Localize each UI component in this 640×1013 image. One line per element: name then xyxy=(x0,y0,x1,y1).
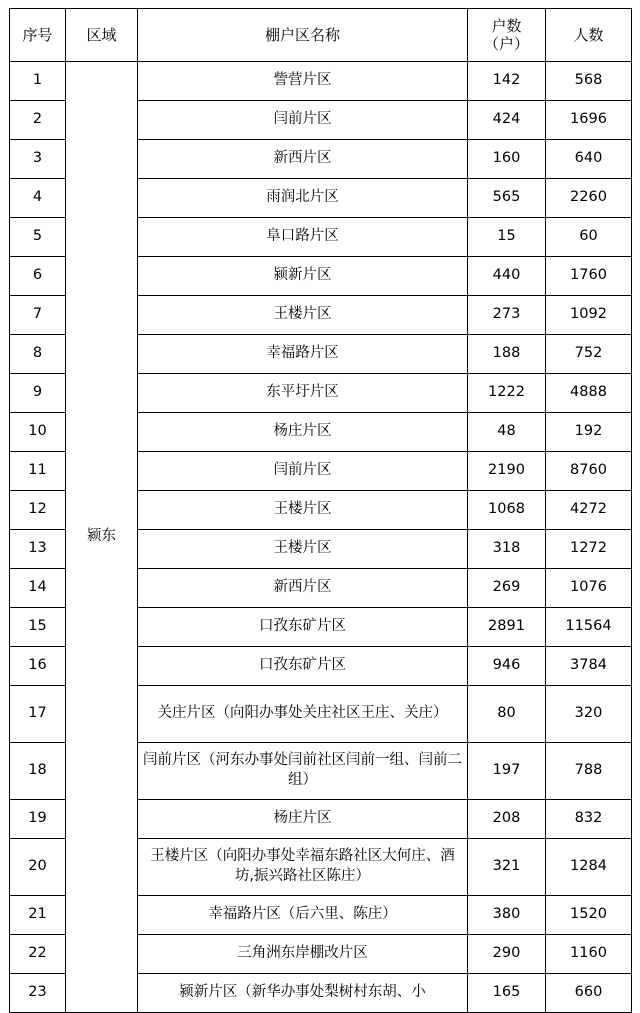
cell-households: 380 xyxy=(468,896,546,935)
cell-households: 188 xyxy=(468,335,546,374)
cell-index: 9 xyxy=(10,374,66,413)
cell-index: 19 xyxy=(10,800,66,839)
cell-name: 三角洲东岸棚改片区 xyxy=(138,935,468,974)
cell-households: 946 xyxy=(468,647,546,686)
cell-population: 4272 xyxy=(546,491,632,530)
cell-population: 568 xyxy=(546,62,632,101)
cell-area: 颍东 xyxy=(66,62,138,1013)
cell-households: 269 xyxy=(468,569,546,608)
cell-name: 闫前片区 xyxy=(138,101,468,140)
header-households-line1: 户数 xyxy=(491,17,522,35)
cell-name: 杨庄片区 xyxy=(138,800,468,839)
cell-index: 14 xyxy=(10,569,66,608)
cell-name: 颍新片区 xyxy=(138,257,468,296)
header-population: 人数 xyxy=(546,9,632,62)
cell-name: 王楼片区 xyxy=(138,530,468,569)
cell-index: 11 xyxy=(10,452,66,491)
shantytown-table xyxy=(9,8,632,1013)
cell-population: 192 xyxy=(546,413,632,452)
cell-index: 16 xyxy=(10,647,66,686)
table-header xyxy=(10,9,632,62)
cell-households: 197 xyxy=(468,743,546,800)
header-index: 序号 xyxy=(10,9,66,62)
cell-index: 20 xyxy=(10,839,66,896)
cell-households: 2190 xyxy=(468,452,546,491)
cell-name: 关庄片区（向阳办事处关庄社区王庄、关庄） xyxy=(138,686,468,743)
cell-households: 273 xyxy=(468,296,546,335)
cell-name: 幸福路片区 xyxy=(138,335,468,374)
cell-index: 8 xyxy=(10,335,66,374)
header-name: 棚户区名称 xyxy=(138,9,468,62)
table-header-row xyxy=(10,9,632,62)
cell-index: 22 xyxy=(10,935,66,974)
cell-population: 11564 xyxy=(546,608,632,647)
cell-name: 口孜东矿片区 xyxy=(138,647,468,686)
cell-name: 王楼片区 xyxy=(138,491,468,530)
cell-population: 8760 xyxy=(546,452,632,491)
cell-households: 565 xyxy=(468,179,546,218)
cell-households: 1068 xyxy=(468,491,546,530)
cell-households: 440 xyxy=(468,257,546,296)
cell-name: 雨润北片区 xyxy=(138,179,468,218)
cell-households: 15 xyxy=(468,218,546,257)
cell-households: 290 xyxy=(468,935,546,974)
table-row xyxy=(10,62,632,101)
cell-name: 幸福路片区（后六里、陈庄） xyxy=(138,896,468,935)
cell-population: 1284 xyxy=(546,839,632,896)
cell-name: 王楼片区 xyxy=(138,296,468,335)
cell-population: 660 xyxy=(546,974,632,1013)
cell-index: 18 xyxy=(10,743,66,800)
cell-index: 1 xyxy=(10,62,66,101)
table-body xyxy=(10,62,632,1013)
cell-index: 12 xyxy=(10,491,66,530)
cell-index: 5 xyxy=(10,218,66,257)
cell-households: 424 xyxy=(468,101,546,140)
cell-name: 闫前片区（河东办事处闫前社区闫前一组、闫前二组） xyxy=(138,743,468,800)
cell-index: 21 xyxy=(10,896,66,935)
cell-population: 3784 xyxy=(546,647,632,686)
cell-name: 訾营片区 xyxy=(138,62,468,101)
cell-population: 4888 xyxy=(546,374,632,413)
cell-population: 640 xyxy=(546,140,632,179)
cell-population: 1520 xyxy=(546,896,632,935)
cell-households: 165 xyxy=(468,974,546,1013)
cell-index: 13 xyxy=(10,530,66,569)
header-area: 区域 xyxy=(66,9,138,62)
cell-index: 7 xyxy=(10,296,66,335)
cell-households: 1222 xyxy=(468,374,546,413)
cell-index: 4 xyxy=(10,179,66,218)
cell-households: 160 xyxy=(468,140,546,179)
cell-population: 1076 xyxy=(546,569,632,608)
cell-population: 1160 xyxy=(546,935,632,974)
cell-population: 1760 xyxy=(546,257,632,296)
cell-households: 48 xyxy=(468,413,546,452)
cell-population: 788 xyxy=(546,743,632,800)
cell-index: 17 xyxy=(10,686,66,743)
cell-name: 阜口路片区 xyxy=(138,218,468,257)
cell-households: 208 xyxy=(468,800,546,839)
cell-population: 832 xyxy=(546,800,632,839)
cell-population: 2260 xyxy=(546,179,632,218)
cell-name: 口孜东矿片区 xyxy=(138,608,468,647)
cell-index: 2 xyxy=(10,101,66,140)
cell-name: 颍新片区（新华办事处梨树村东胡、小 xyxy=(138,974,468,1013)
cell-index: 15 xyxy=(10,608,66,647)
cell-index: 23 xyxy=(10,974,66,1013)
cell-name: 新西片区 xyxy=(138,569,468,608)
cell-name: 王楼片区（向阳办事处幸福东路社区大何庄、酒坊,振兴路社区陈庄） xyxy=(138,839,468,896)
cell-population: 1272 xyxy=(546,530,632,569)
cell-households: 142 xyxy=(468,62,546,101)
cell-population: 752 xyxy=(546,335,632,374)
cell-index: 10 xyxy=(10,413,66,452)
cell-population: 320 xyxy=(546,686,632,743)
cell-population: 1092 xyxy=(546,296,632,335)
cell-households: 318 xyxy=(468,530,546,569)
cell-index: 6 xyxy=(10,257,66,296)
cell-name: 新西片区 xyxy=(138,140,468,179)
cell-households: 2891 xyxy=(468,608,546,647)
cell-index: 3 xyxy=(10,140,66,179)
header-households xyxy=(468,9,546,62)
cell-name: 东平圩片区 xyxy=(138,374,468,413)
cell-name: 闫前片区 xyxy=(138,452,468,491)
cell-population: 60 xyxy=(546,218,632,257)
cell-name: 杨庄片区 xyxy=(138,413,468,452)
cell-households: 80 xyxy=(468,686,546,743)
cell-population: 1696 xyxy=(546,101,632,140)
document-page xyxy=(0,8,640,1001)
header-households-line2: （户） xyxy=(483,35,529,53)
cell-households: 321 xyxy=(468,839,546,896)
